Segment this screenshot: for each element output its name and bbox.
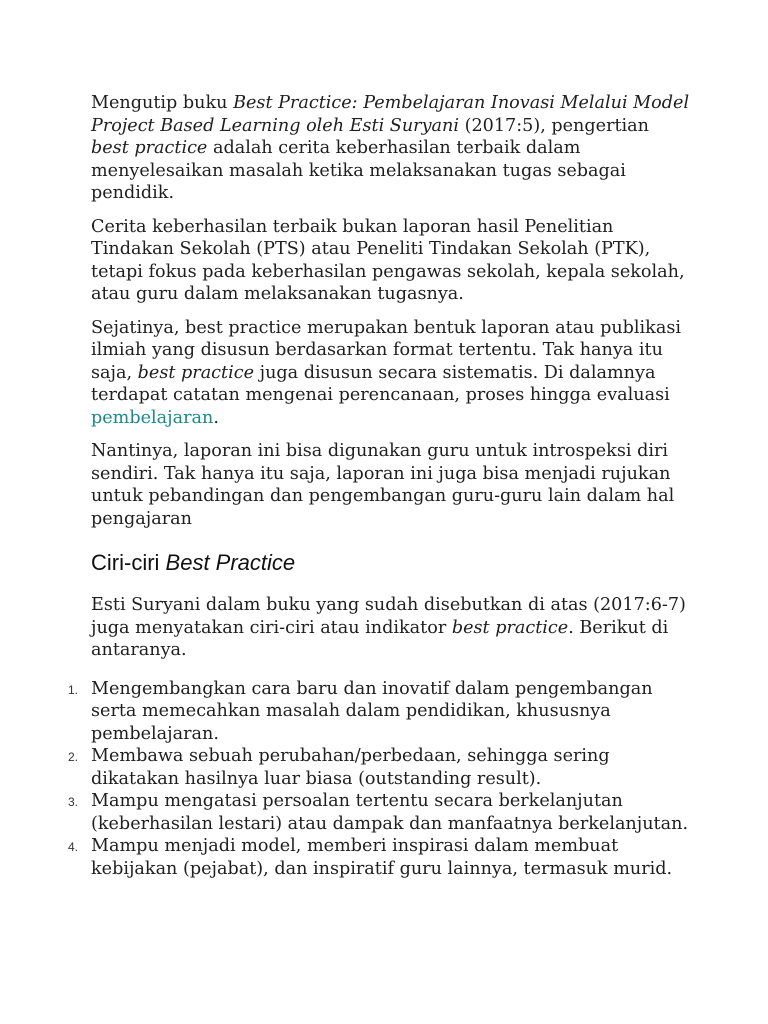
- list-number: 3.: [68, 795, 79, 809]
- text-run: .: [213, 407, 219, 428]
- pembelajaran-link[interactable]: pembelajaran: [91, 407, 214, 428]
- text-run: juga disusun secara sistematis. Di dalamnya terdapat catatan mengenai perencanaan, proses hingga evaluasi: [91, 362, 670, 405]
- paragraph-definition: [91, 92, 691, 205]
- list-item: [68, 745, 691, 790]
- list-item-text: Mengembangkan cara baru dan inovatif dalam pengembangan serta memecahkan masalah dalam pendidikan, khususnya pembelajaran.: [91, 678, 653, 744]
- article-body: [68, 92, 691, 880]
- term-best-practice: best practice: [451, 617, 569, 638]
- list-number: 4.: [68, 840, 79, 854]
- paragraph-intro: [91, 594, 691, 662]
- characteristics-list: [68, 678, 691, 881]
- term-best-practice: best practice: [91, 138, 208, 158]
- section-heading: [91, 549, 691, 577]
- heading-text: Ciri-ciri: [91, 550, 166, 575]
- text-run: (2017:5), pengertian: [458, 115, 649, 136]
- text-run: Mengutip buku: [91, 93, 234, 113]
- text-run: adalah cerita keberhasilan terbaik dalam menyelesaikan masalah ketika melaksanakan tugas sebagai pendidik.: [91, 138, 626, 203]
- list-item: [68, 678, 691, 746]
- book-title: Best Practice: Pembelajaran Inovasi Melalui Model Project Based Learning oleh Esti Suryani: [91, 93, 690, 136]
- paragraph-report: [91, 317, 691, 430]
- list-item: [68, 835, 691, 880]
- list-number: 1.: [68, 682, 79, 697]
- text-run: Sejatinya, best practice merupakan bentuk laporan atau publikasi ilmiah yang disusun berdasarkan format tertentu. Tak hanya itu saja,: [91, 317, 681, 383]
- list-item-text: Mampu mengatasi persoalan tertentu secara berkelanjutan (keberhasilan lestari) atau dampak dan manfaatnya berkelanjutan.: [91, 791, 689, 834]
- list-item-text: Membawa sebuah perubahan/perbedaan, sehingga sering dikatakan hasilnya luar biasa (outstanding result).: [91, 746, 610, 789]
- list-number: 2.: [68, 750, 79, 764]
- heading-italic: Best Practice: [165, 550, 296, 575]
- term-best-practice: best practice: [137, 362, 255, 383]
- paragraph-not-research: Cerita keberhasilan terbaik bukan laporan hasil Penelitian Tindakan Sekolah (PTS) atau Peneliti Tindakan Sekolah (PTK), tetapi fokus pada keberhasilan pengawas sekolah, kepala sekolah, atau guru dalam melaksanakan tugasnya.: [91, 216, 685, 304]
- text-run: Esti Suryani dalam buku yang sudah disebutkan di atas (2017:6-7) juga menyatakan ciri-ciri atau indikator: [91, 595, 686, 638]
- list-item: [68, 790, 691, 835]
- list-item-text: Mampu menjadi model, memberi inspirasi dalam membuat kebijakan (pejabat), dan inspiratif guru lainnya, termasuk murid.: [91, 836, 673, 879]
- text-run: . Berikut di antaranya.: [91, 617, 669, 660]
- paragraph-usage: Nantinya, laporan ini bisa digunakan guru untuk introspeksi diri sendiri. Tak hanya itu saja, laporan ini juga bisa menjadi rujukan untuk pebandingan dan pengembangan guru-guru lain dalam hal pengajaran: [91, 441, 675, 529]
